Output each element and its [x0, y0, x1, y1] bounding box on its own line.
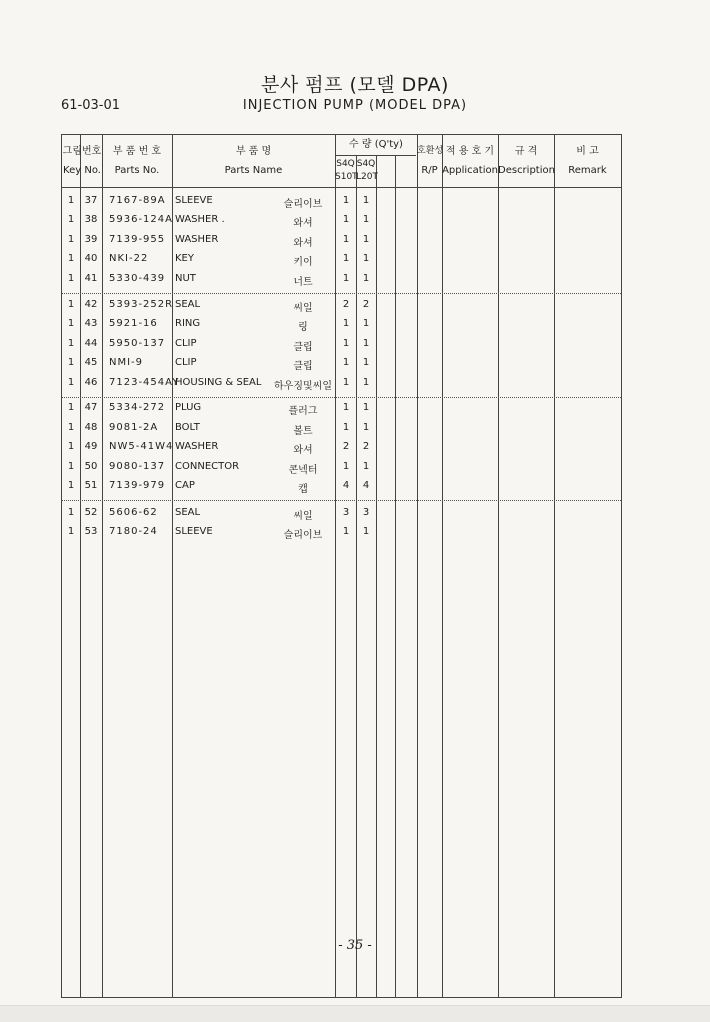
- key-cell: 1: [67, 338, 75, 349]
- key-cell: 1: [67, 461, 75, 472]
- key-number-cell: 52: [84, 507, 98, 518]
- header-qty-kr: 수 량 (Q'ty): [349, 139, 403, 150]
- header-qty-col2-top: S4Q: [356, 159, 376, 169]
- header-rp-kr: 호환성: [417, 146, 444, 156]
- header-app-en: Application: [442, 165, 498, 176]
- header-remark-kr: 비 고: [576, 146, 599, 157]
- part-number-cell: 5330-439: [109, 273, 166, 284]
- part-name-korean-cell: 씨일: [293, 511, 313, 522]
- part-number-cell: 5936-124A: [109, 214, 173, 225]
- part-name-english-cell: NUT: [175, 273, 196, 284]
- table-row: [62, 270, 621, 289]
- part-name-english-cell: SLEEVE: [175, 195, 213, 206]
- table-row: [62, 354, 621, 373]
- part-name-korean-cell: 슬리이브: [283, 199, 323, 210]
- qty-s10t-cell: 1: [342, 273, 350, 284]
- header-desc-kr: 규 격: [514, 146, 538, 157]
- qty-l20t-cell: 1: [362, 357, 370, 368]
- key-number-cell: 44: [84, 338, 98, 349]
- key-number-cell: 42: [84, 299, 98, 310]
- key-number-cell: 39: [84, 234, 98, 245]
- parts-table: [61, 134, 622, 998]
- part-name-english-cell: SEAL: [175, 507, 201, 518]
- part-name-korean-cell: 콘넥터: [288, 465, 318, 476]
- key-cell: 1: [67, 318, 75, 329]
- part-name-english-cell: CLIP: [175, 357, 197, 368]
- part-number-cell: 7167-89A: [109, 195, 166, 206]
- group-separator-1: [62, 293, 621, 294]
- key-number-cell: 46: [84, 377, 98, 388]
- qty-s10t-cell: 1: [342, 195, 350, 206]
- key-cell: 1: [67, 526, 75, 537]
- part-number-cell: 7123-454AY: [109, 377, 180, 388]
- part-name-english-cell: RING: [175, 318, 201, 329]
- table-row: [62, 438, 621, 457]
- header-rp-en: R/P: [421, 165, 438, 176]
- key-cell: 1: [67, 422, 75, 433]
- header-desc-en: Description: [498, 165, 555, 176]
- page-number: - 35 -: [338, 938, 372, 953]
- part-number-cell: NW5-41W4: [109, 441, 174, 452]
- key-cell: 1: [67, 195, 75, 206]
- key-number-cell: 53: [84, 526, 98, 537]
- part-name-english-cell: BOLT: [175, 422, 200, 433]
- key-cell: 1: [67, 299, 75, 310]
- qty-l20t-cell: 1: [362, 402, 370, 413]
- part-name-korean-cell: 씨일: [293, 303, 313, 314]
- part-number-cell: NMI-9: [109, 357, 144, 368]
- qty-l20t-cell: 2: [362, 299, 370, 310]
- table-row: [62, 523, 621, 542]
- part-name-english-cell: WASHER: [175, 441, 219, 452]
- part-name-korean-cell: 하우징및씨일: [274, 381, 332, 392]
- qty-s10t-cell: 1: [342, 402, 350, 413]
- table-row: [62, 399, 621, 418]
- part-name-english-cell: SEAL: [175, 299, 201, 310]
- header-partno-kr: 부 품 번 호: [112, 146, 162, 157]
- qty-s10t-cell: 4: [342, 480, 350, 491]
- key-cell: 1: [67, 480, 75, 491]
- qty-s10t-cell: 1: [342, 526, 350, 537]
- page-title-english: INJECTION PUMP (MODEL DPA): [242, 98, 468, 113]
- part-name-korean-cell: 슬리이브: [283, 530, 323, 541]
- table-row: [62, 296, 621, 315]
- part-name-english-cell: SLEEVE: [175, 526, 213, 537]
- part-name-korean-cell: 와셔: [293, 218, 313, 229]
- part-number-cell: 5606-62: [109, 507, 158, 518]
- part-number-cell: NKI-22: [109, 253, 149, 264]
- header-bottom-line: [62, 187, 621, 188]
- qty-l20t-cell: 1: [362, 234, 370, 245]
- header-qty-col1-bottom: S10T: [335, 172, 358, 182]
- table-row: [62, 211, 621, 230]
- header-key-kr: 그림번호: [62, 146, 102, 157]
- qty-s10t-cell: 3: [342, 507, 350, 518]
- key-cell: 1: [67, 234, 75, 245]
- table-row: [62, 374, 621, 393]
- qty-l20t-cell: 1: [362, 377, 370, 388]
- key-number-cell: 47: [84, 402, 98, 413]
- key-number-cell: 38: [84, 214, 98, 225]
- qty-s10t-cell: 1: [342, 253, 350, 264]
- qty-s10t-cell: 1: [342, 338, 350, 349]
- part-number-cell: 7139-955: [109, 234, 166, 245]
- table-row: [62, 458, 621, 477]
- part-number-cell: 9080-137: [109, 461, 166, 472]
- header-app-kr: 적 용 호 기: [445, 146, 495, 157]
- key-number-cell: 51: [84, 480, 98, 491]
- part-number-cell: 7139-979: [109, 480, 166, 491]
- part-name-english-cell: WASHER: [175, 234, 219, 245]
- qty-l20t-cell: 1: [362, 526, 370, 537]
- table-row: [62, 250, 621, 269]
- qty-l20t-cell: 1: [362, 461, 370, 472]
- header-remark-en: Remark: [568, 165, 607, 176]
- qty-s10t-cell: 1: [342, 318, 350, 329]
- key-number-cell: 50: [84, 461, 98, 472]
- qty-l20t-cell: 1: [362, 318, 370, 329]
- part-number-cell: 5393-252R: [109, 299, 174, 310]
- part-name-english-cell: PLUG: [175, 402, 202, 413]
- part-name-korean-cell: 클립: [293, 342, 313, 353]
- key-cell: 1: [67, 253, 75, 264]
- qty-s10t-cell: 1: [342, 234, 350, 245]
- table-row: [62, 419, 621, 438]
- key-cell: 1: [67, 441, 75, 452]
- key-number-cell: 37: [84, 195, 98, 206]
- key-number-cell: 48: [84, 422, 98, 433]
- qty-l20t-cell: 4: [362, 480, 370, 491]
- part-name-korean-cell: 클립: [293, 361, 313, 372]
- key-cell: 1: [67, 273, 75, 284]
- part-number-cell: 5334-272: [109, 402, 166, 413]
- qty-l20t-cell: 3: [362, 507, 370, 518]
- qty-s10t-cell: 1: [342, 461, 350, 472]
- qty-l20t-cell: 1: [362, 273, 370, 284]
- qty-l20t-cell: 1: [362, 422, 370, 433]
- key-cell: 1: [67, 357, 75, 368]
- qty-l20t-cell: 1: [362, 253, 370, 264]
- part-name-korean-cell: 캡: [298, 484, 308, 495]
- header-qty-col1-top: S4Q: [336, 159, 355, 169]
- qty-s10t-cell: 1: [342, 422, 350, 433]
- part-name-english-cell: CONNECTOR: [175, 461, 240, 472]
- header-qty-col2-bottom: L20T: [356, 172, 378, 182]
- group-separator-2: [62, 397, 621, 398]
- header-name-kr: 부 품 명: [235, 146, 272, 157]
- key-cell: 1: [67, 507, 75, 518]
- part-name-english-cell: KEY: [175, 253, 194, 264]
- qty-s10t-cell: 1: [342, 214, 350, 225]
- header-partno-en: Parts No.: [114, 165, 160, 176]
- part-name-korean-cell: 키이: [293, 257, 313, 268]
- qty-l20t-cell: 1: [362, 338, 370, 349]
- part-name-english-cell: WASHER .: [175, 214, 225, 225]
- part-name-korean-cell: 링: [298, 322, 308, 333]
- group-separator-3: [62, 500, 621, 501]
- key-number-cell: 41: [84, 273, 98, 284]
- table-row: [62, 477, 621, 496]
- key-number-cell: 45: [84, 357, 98, 368]
- part-name-english-cell: CAP: [175, 480, 195, 491]
- qty-s10t-cell: 2: [342, 299, 350, 310]
- key-number-cell: 40: [84, 253, 98, 264]
- table-row: [62, 315, 621, 334]
- part-name-korean-cell: 플러그: [288, 406, 318, 417]
- key-number-cell: 49: [84, 441, 98, 452]
- key-cell: 1: [67, 402, 75, 413]
- qty-s10t-cell: 2: [342, 441, 350, 452]
- key-number-cell: 43: [84, 318, 98, 329]
- key-cell: 1: [67, 214, 75, 225]
- header-name-en: Parts Name: [224, 165, 283, 176]
- table-row: [62, 231, 621, 250]
- qty-s10t-cell: 1: [342, 357, 350, 368]
- document-number: 61-03-01: [61, 98, 121, 113]
- qty-s10t-cell: 1: [342, 377, 350, 388]
- part-name-korean-cell: 너트: [293, 277, 313, 288]
- part-name-korean-cell: 와셔: [293, 238, 313, 249]
- table-row: [62, 335, 621, 354]
- qty-l20t-cell: 1: [362, 214, 370, 225]
- part-name-english-cell: HOUSING & SEAL: [175, 377, 262, 388]
- part-number-cell: 5921-16: [109, 318, 158, 329]
- key-cell: 1: [67, 377, 75, 388]
- qty-l20t-cell: 1: [362, 195, 370, 206]
- part-number-cell: 5950-137: [109, 338, 166, 349]
- qty-header-divider: [335, 155, 416, 156]
- part-name-korean-cell: 와셔: [293, 445, 313, 456]
- part-number-cell: 7180-24: [109, 526, 158, 537]
- part-number-cell: 9081-2A: [109, 422, 159, 433]
- part-name-korean-cell: 볼트: [293, 426, 313, 437]
- scan-bottom-edge: [0, 1005, 710, 1022]
- table-row: [62, 192, 621, 211]
- header-key-en: Key No.: [63, 165, 101, 176]
- table-row: [62, 504, 621, 523]
- page-title-korean: 분사 펌프 (모델 DPA): [261, 74, 449, 96]
- qty-l20t-cell: 2: [362, 441, 370, 452]
- part-name-english-cell: CLIP: [175, 338, 197, 349]
